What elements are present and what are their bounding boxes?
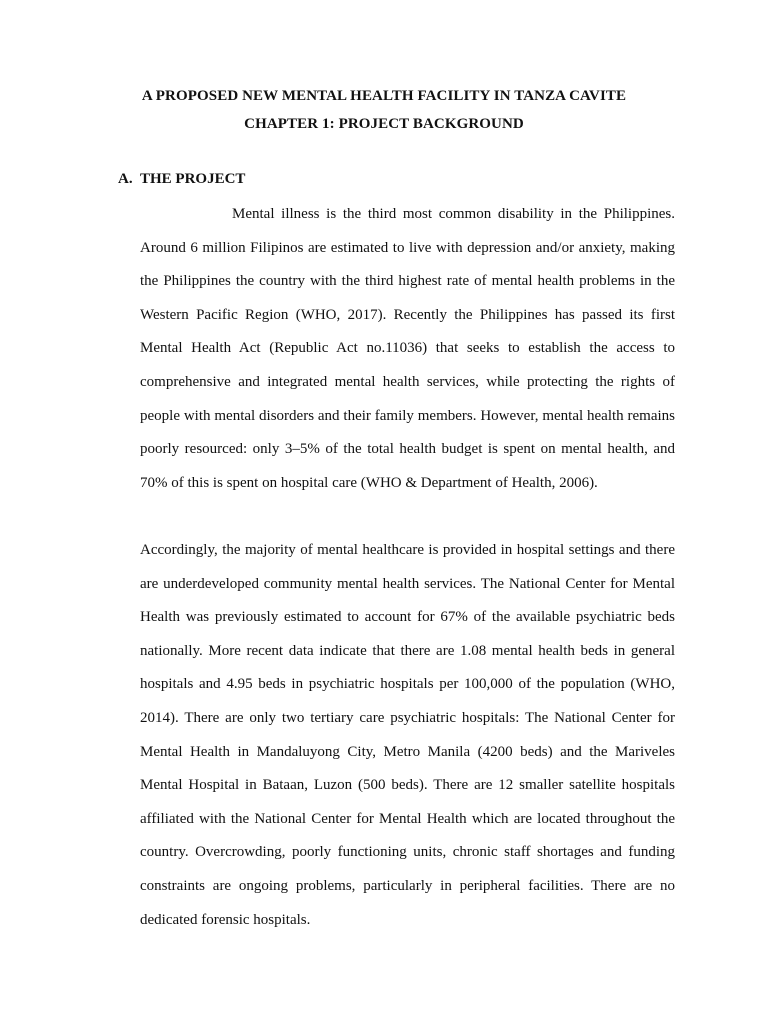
body-paragraph-1: Mental illness is the third most common disability in the Philippines. Around 6 million Filipinos are estimated to live with depression and/or anxiety, making the Philippines the country with the third highest rate of mental health problems in the Western Pacific Region (WHO, 2017). Recently the Philippines has passed its first Mental Health Act (Republic Act no.11036) that seeks to establish the access to comprehensive and integrated mental health services, while protecting the rights of people with mental disorders and their family members. However, mental health remains poorly resourced: only 3–5% of the total health budget is spent on mental health, and 70% of this is spent on hospital care (WHO & Department of Health, 2006). — [140, 206, 675, 491]
document-title: A PROPOSED NEW MENTAL HEALTH FACILITY IN TANZA CAVITE — [141, 88, 627, 104]
section-heading-text: THE PROJECT — [140, 171, 246, 187]
chapter-title: CHAPTER 1: PROJECT BACKGROUND — [244, 116, 524, 132]
section-heading — [118, 171, 245, 188]
body-paragraph-2: Accordingly, the majority of mental healthcare is provided in hospital settings and there are underdeveloped community mental health services. The National Center for Mental Health was previously estimated to account for 67% of the available psychiatric beds nationally. More recent data indicate that there are 1.08 mental health beds in general hospitals and 4.95 beds in psychiatric hospitals per 100,000 of the population (WHO, 2014). There are only two tertiary care psychiatric hospitals: The National Center for Mental Health in Mandaluyong City, Metro Manila (4200 beds) and the Mariveles Mental Hospital in Bataan, Luzon (500 beds). There are 12 smaller satellite hospitals affiliated with the National Center for Mental Health which are located throughout the country. Overcrowding, poorly functioning units, chronic staff shortages and funding constraints are ongoing problems, particularly in peripheral facilities. There are no dedicated forensic hospitals. — [140, 542, 675, 928]
section-letter: A. — [118, 171, 133, 187]
